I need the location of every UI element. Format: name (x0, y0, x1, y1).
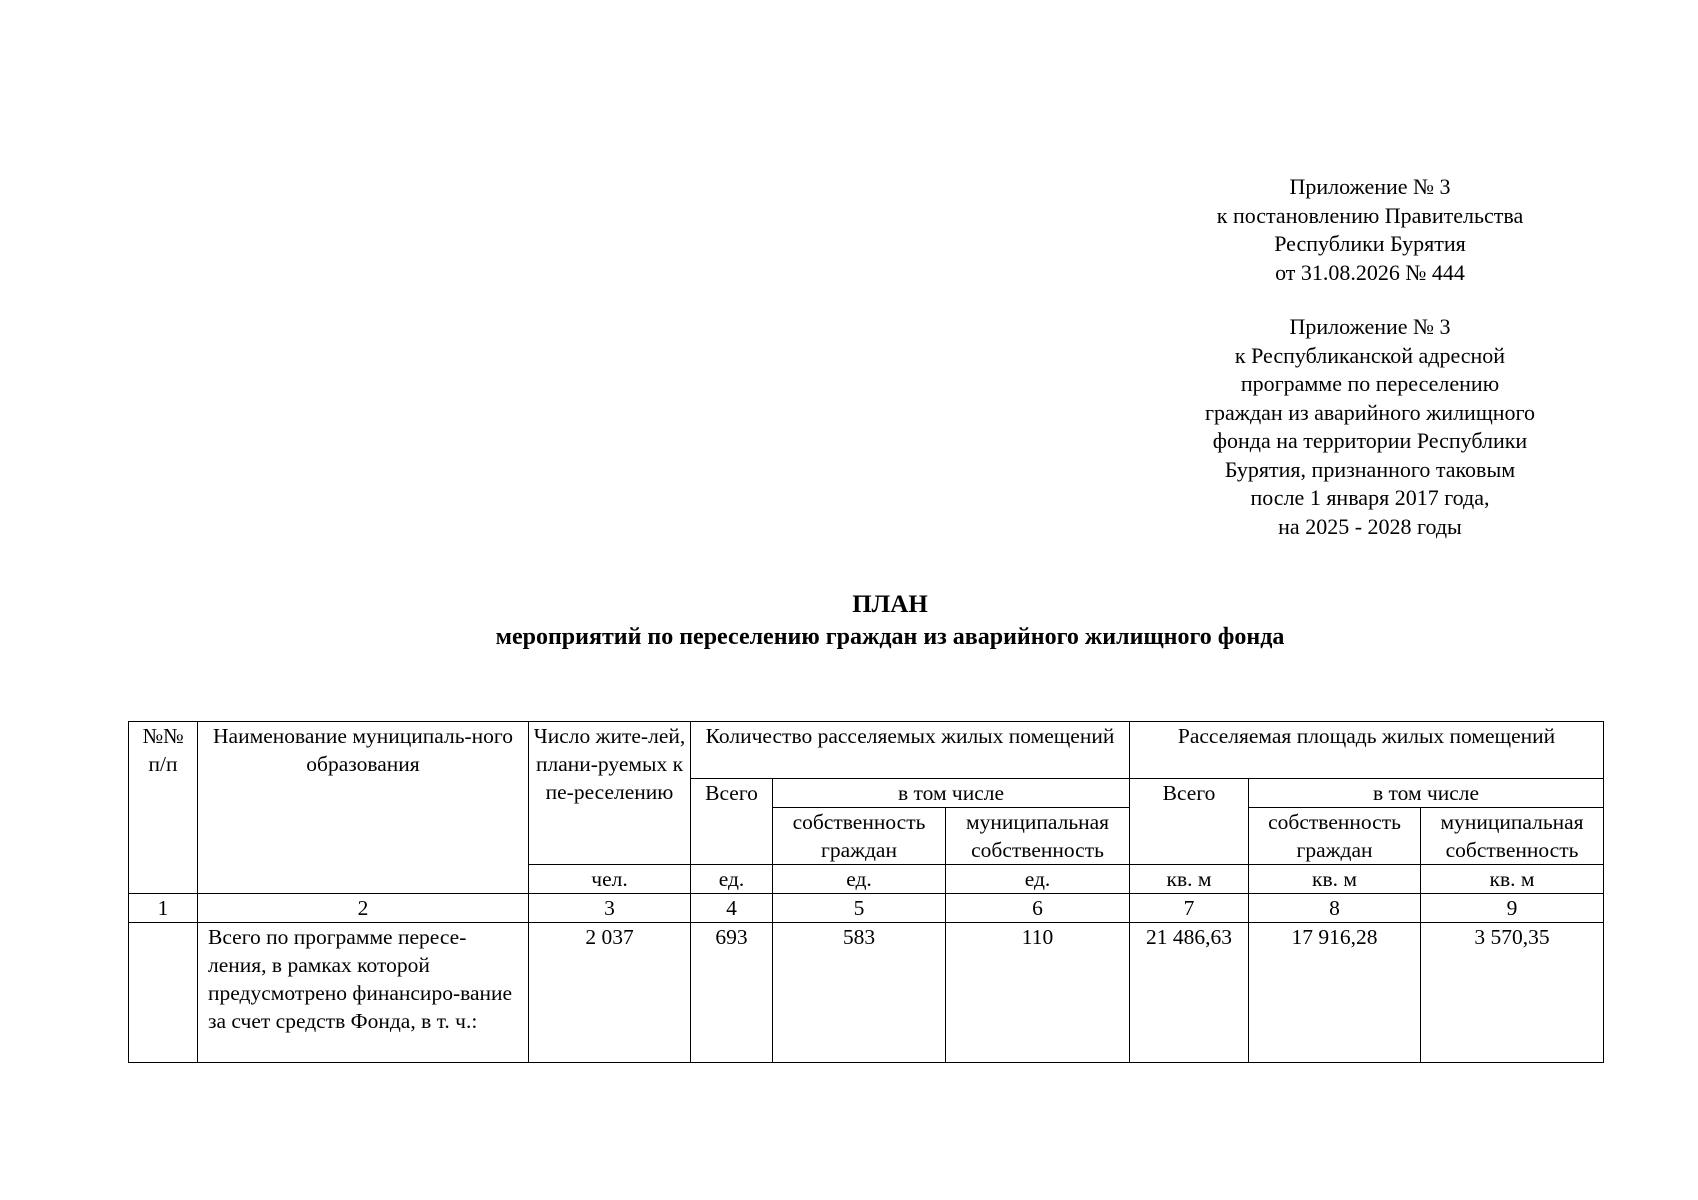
appendix-a-line-4: от 31.08.2026 № 444 (1275, 259, 1465, 285)
resolution-appendix-note (1140, 173, 1600, 287)
program-appendix-note (1140, 313, 1600, 541)
header-row-1 (129, 722, 1604, 779)
header-count-citizens: собственность граждан (773, 808, 946, 865)
header-count-including: в том числе (773, 779, 1130, 808)
title-subtitle: мероприятий по переселению граждан из аварийного жилищного фонда (495, 624, 1285, 650)
header-residents: Число жите-лей, плани-руемых к пе-реселению (529, 722, 691, 865)
row-area-total: 21 486,63 (1130, 923, 1249, 1063)
unit-count-municipal: ед. (946, 865, 1130, 894)
header-number: №№ п/п (129, 722, 198, 894)
appendix-b-line-4: граждан из аварийного жилищного (1204, 399, 1536, 425)
header-area-citizens: собственность граждан (1249, 808, 1421, 865)
header-area-including: в том числе (1249, 779, 1604, 808)
column-number: 6 (946, 894, 1130, 923)
document-title (0, 588, 1698, 654)
row-area-municipal: 3 570,35 (1421, 923, 1604, 1063)
header-premises-count: Количество расселяемых жилых помещений (691, 722, 1130, 779)
appendix-b-line-6: Бурятия, признанного таковым (1224, 456, 1516, 482)
column-number: 9 (1421, 894, 1604, 923)
header-area-total: Всего (1130, 779, 1249, 865)
unit-area-municipal: кв. м (1421, 865, 1604, 894)
header-count-total: Всего (691, 779, 773, 865)
appendix-a-line-3: Республики Бурятия (1274, 231, 1466, 256)
header-count-municipal: муниципальная собственность (946, 808, 1130, 865)
column-number: 2 (198, 894, 529, 923)
appendix-a-line-1: Приложение № 3 (1289, 174, 1451, 199)
unit-residents: чел. (529, 865, 691, 894)
header-municipality: Наименование муниципаль-ного образования (198, 722, 529, 894)
appendix-b-line-1: Приложение № 3 (1289, 314, 1451, 339)
row-area-citizens: 17 916,28 (1249, 923, 1421, 1063)
row-residents: 2 037 (529, 923, 691, 1063)
appendix-b-line-3: программе по переселению (1240, 371, 1500, 396)
appendix-b-line-7: после 1 января 2017 года, (1250, 485, 1490, 510)
unit-area-total: кв. м (1130, 865, 1249, 894)
appendix-a-line-2: к постановлению Правительства (1216, 202, 1524, 228)
column-number: 8 (1249, 894, 1421, 923)
row-count-citizens: 583 (773, 923, 946, 1063)
column-number: 1 (129, 894, 198, 923)
row-count-municipal: 110 (946, 923, 1130, 1063)
column-number: 5 (773, 894, 946, 923)
unit-count-citizens: ед. (773, 865, 946, 894)
row-municipality-name: Всего по программе пересе-ления, в рамках которой предусмотрено финансиро-вание за счет средств Фонда, в т. ч.: (198, 923, 529, 1063)
row-count-total: 693 (691, 923, 773, 1063)
table-row (129, 923, 1604, 1063)
title-main: ПЛАН (852, 591, 928, 618)
appendix-b-line-2: к Республиканской адресной (1234, 342, 1506, 368)
column-number: 7 (1130, 894, 1249, 923)
column-number: 3 (529, 894, 691, 923)
column-number: 4 (691, 894, 773, 923)
header-area: Расселяемая площадь жилых помещений (1130, 722, 1604, 779)
appendix-b-line-5: фонда на территории Республики (1212, 428, 1528, 453)
column-numbers-row (129, 894, 1604, 923)
appendix-b-line-8: на 2025 - 2028 годы (1278, 513, 1462, 539)
resettlement-plan-table (128, 721, 1604, 1063)
header-area-municipal: муниципальная собственность (1421, 808, 1604, 865)
row-number (129, 923, 198, 1063)
unit-count-total: ед. (691, 865, 773, 894)
unit-area-citizens: кв. м (1249, 865, 1421, 894)
